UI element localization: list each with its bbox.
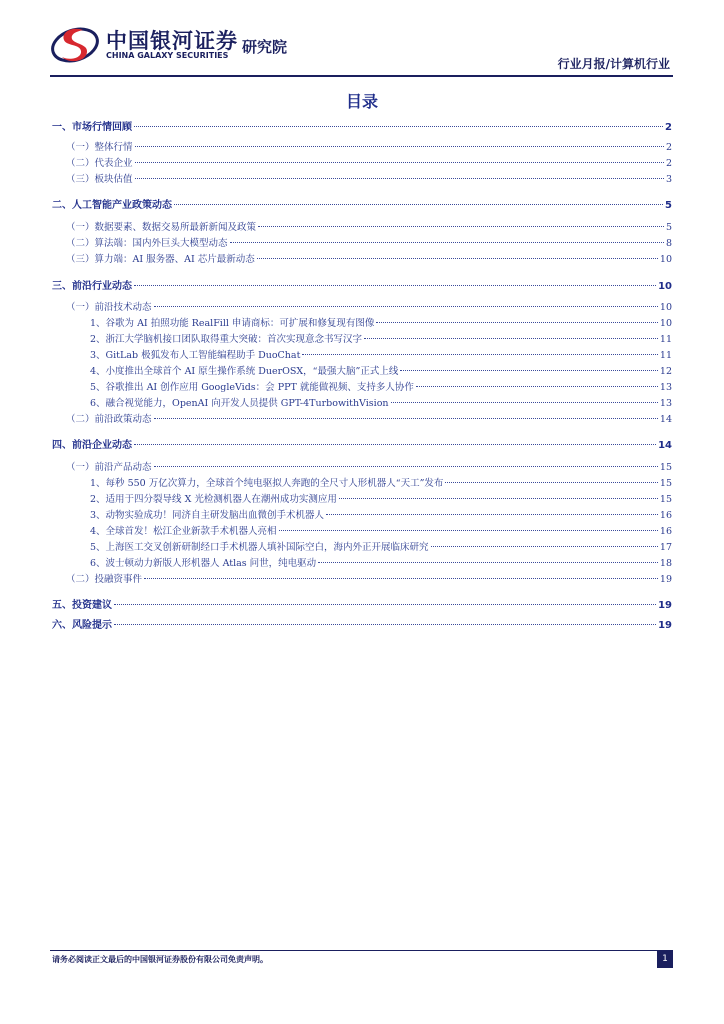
toc-dot-leader	[114, 604, 656, 605]
toc-subsection-entry[interactable]	[52, 300, 672, 316]
toc-entry-text: 五、投资建议	[52, 600, 112, 611]
toc-page-number: 10	[659, 254, 672, 265]
toc-entry-text: （一）整体行情	[66, 142, 133, 153]
toc-subsection-entry[interactable]	[52, 252, 672, 268]
toc-item-entry[interactable]	[52, 476, 672, 492]
toc-dot-leader	[134, 444, 656, 445]
toc-dot-leader	[318, 562, 658, 563]
toc-subsection-entry[interactable]	[52, 412, 672, 428]
toc-entry-text: 1、每秒 550 万亿次算力，全球首个纯电驱拟人奔跑的全尺寸人形机器人“天工”发布	[90, 478, 444, 489]
toc-dot-leader	[114, 624, 656, 625]
toc-entry-text: 一、市场行情回顾	[52, 122, 132, 133]
toc-entry-text: 二、人工智能产业政策动态	[52, 200, 172, 211]
footer-disclaimer: 请务必阅读正文最后的中国银河证券股份有限公司免责声明。	[52, 955, 268, 964]
toc-dot-leader	[279, 530, 658, 531]
toc-item-entry[interactable]	[52, 508, 672, 524]
toc-item-entry[interactable]	[52, 556, 672, 572]
toc-page-number: 17	[659, 542, 672, 553]
toc-page-number: 5	[665, 222, 672, 233]
toc-subsection-entry[interactable]	[52, 172, 672, 188]
toc-dot-leader	[154, 418, 658, 419]
toc-entry-text: 2、浙江大学脑机接口团队取得重大突破：首次实现意念书写汉字	[90, 334, 363, 345]
toc-entry-text: 1、谷歌为 AI 拍照功能 RealFill 申请商标：可扩展和修复现有图像	[90, 318, 375, 329]
brand-name-en: CHINA GALAXY SECURITIES	[106, 51, 229, 60]
toc-dot-leader	[391, 402, 658, 403]
toc-page-number: 19	[658, 600, 672, 611]
toc-dot-leader	[154, 466, 658, 467]
toc-item-entry[interactable]	[52, 396, 672, 412]
toc-entry-text: （二）代表企业	[66, 158, 133, 169]
toc-section-entry[interactable]	[52, 198, 672, 214]
toc-page-number: 3	[665, 174, 672, 185]
footer-divider	[50, 950, 673, 951]
toc-page-number: 10	[658, 281, 672, 292]
toc-page-number: 15	[659, 478, 672, 489]
toc-page-number: 18	[659, 558, 672, 569]
toc-dot-leader	[135, 162, 664, 163]
toc-page-number: 13	[659, 382, 672, 393]
toc-dot-leader	[134, 126, 663, 127]
toc-section-entry[interactable]	[52, 618, 672, 634]
toc-page-number: 14	[659, 414, 672, 425]
institute-label: 研究院	[242, 38, 288, 56]
toc-item-entry[interactable]	[52, 316, 672, 332]
toc-entry-text: 3、动物实验成功！同济自主研发脑出血微创手术机器人	[90, 510, 325, 521]
toc-dot-leader	[416, 386, 658, 387]
toc-section-entry[interactable]	[52, 598, 672, 614]
page-header	[0, 0, 724, 78]
toc-entry-text: 5、谷歌推出 AI 创作应用 GoogleVids：会 PPT 就能做视频、支持多人协作	[90, 382, 414, 393]
toc-dot-leader	[134, 285, 656, 286]
toc-entry-text: （一）前沿产品动态	[66, 462, 152, 473]
toc-subsection-entry[interactable]	[52, 236, 672, 252]
toc-subsection-entry[interactable]	[52, 156, 672, 172]
toc-entry-text: 4、全球首发！松江企业新款手术机器人亮相	[90, 526, 277, 537]
page-number-badge: 1	[657, 950, 673, 968]
toc-dot-leader	[154, 306, 658, 307]
toc-dot-leader	[326, 514, 658, 515]
toc-dot-leader	[258, 226, 664, 227]
toc-page-number: 11	[659, 350, 672, 361]
toc-page-number: 16	[659, 526, 672, 537]
toc-page-number: 2	[665, 122, 672, 133]
toc-page-number: 10	[659, 302, 672, 313]
toc-page-number: 11	[659, 334, 672, 345]
toc-dot-leader	[135, 178, 664, 179]
galaxy-logo-icon	[50, 24, 100, 64]
toc-dot-leader	[302, 354, 658, 355]
toc-entry-text: 4、小度推出全球首个 AI 原生操作系统 DuerOSX，“最强大脑”正式上线	[90, 366, 399, 377]
toc-subsection-entry[interactable]	[52, 572, 672, 588]
toc-item-entry[interactable]	[52, 524, 672, 540]
toc-entry-text: 2、适用于四分裂导线 X 光检测机器人在潮州成功实测应用	[90, 494, 337, 505]
toc-entry-text: （二）算法端：国内外巨头大模型动态	[66, 238, 228, 249]
toc-page-number: 8	[665, 238, 672, 249]
toc-entry-text: （一）数据要素、数据交易所最新新闻及政策	[66, 222, 257, 233]
toc-page-number: 13	[659, 398, 672, 409]
toc-page-number: 16	[659, 510, 672, 521]
toc-item-entry[interactable]	[52, 332, 672, 348]
toc-dot-leader	[445, 482, 657, 483]
toc-dot-leader	[431, 546, 658, 547]
toc-section-entry[interactable]	[52, 279, 672, 295]
toc-page-number: 15	[659, 494, 672, 505]
toc-dot-leader	[364, 338, 658, 339]
toc-entry-text: （三）算力端：AI 服务器、AI 芯片最新动态	[66, 254, 255, 265]
toc-entry-text: （一）前沿技术动态	[66, 302, 152, 313]
toc-dot-leader	[230, 242, 664, 243]
toc-subsection-entry[interactable]	[52, 140, 672, 156]
toc-entry-text: 6、波士顿动力新版人形机器人 Atlas 问世，纯电驱动	[90, 558, 317, 569]
toc-item-entry[interactable]	[52, 348, 672, 364]
report-type: 行业月报/计算机行业	[557, 57, 670, 71]
toc-section-entry[interactable]	[52, 120, 672, 136]
toc-dot-leader	[257, 258, 658, 259]
toc-entry-text: 3、GitLab 极狐发布人工智能编程助手 DuoChat	[90, 350, 301, 361]
toc-entry-text: 四、前沿企业动态	[52, 440, 132, 451]
toc-title: 目录	[345, 92, 378, 111]
toc-page-number: 19	[658, 620, 672, 631]
toc-section-entry[interactable]	[52, 438, 672, 454]
toc-entry-text: 5、上海医工交叉创新研制经口手术机器人填补国际空白，海内外正开展临床研究	[90, 542, 429, 553]
toc-page-number: 19	[659, 574, 672, 585]
toc-entry-text: （二）前沿政策动态	[66, 414, 152, 425]
toc-entry-text: （二）投融资事件	[66, 574, 143, 585]
toc-entry-text: 六、风险提示	[52, 620, 112, 631]
toc-dot-leader	[339, 498, 658, 499]
toc-page-number: 12	[659, 366, 672, 377]
toc-dot-leader	[400, 370, 658, 371]
toc-item-entry[interactable]	[52, 540, 672, 556]
toc-dot-leader	[174, 204, 663, 205]
toc-item-entry[interactable]	[52, 492, 672, 508]
toc-item-entry[interactable]	[52, 380, 672, 396]
header-divider	[50, 75, 673, 77]
toc-dot-leader	[144, 578, 658, 579]
brand-name-cn: 中国银河证券	[106, 29, 238, 53]
toc-page-number: 14	[658, 440, 672, 451]
toc-subsection-entry[interactable]	[52, 220, 672, 236]
toc-entry-text: 6、融合视觉能力，OpenAI 向开发人员提供 GPT-4TurbowithVision	[90, 398, 389, 409]
toc-page-number: 10	[659, 318, 672, 329]
toc-dot-leader	[135, 146, 664, 147]
toc-entry-text: 三、前沿行业动态	[52, 281, 132, 292]
toc-page-number: 2	[665, 158, 672, 169]
toc-page-number: 2	[665, 142, 672, 153]
toc-dot-leader	[376, 322, 657, 323]
toc-subsection-entry[interactable]	[52, 460, 672, 476]
toc-page-number: 15	[659, 462, 672, 473]
toc-item-entry[interactable]	[52, 364, 672, 380]
toc-page-number: 5	[665, 200, 672, 211]
toc-entry-text: （三）板块估值	[66, 174, 133, 185]
